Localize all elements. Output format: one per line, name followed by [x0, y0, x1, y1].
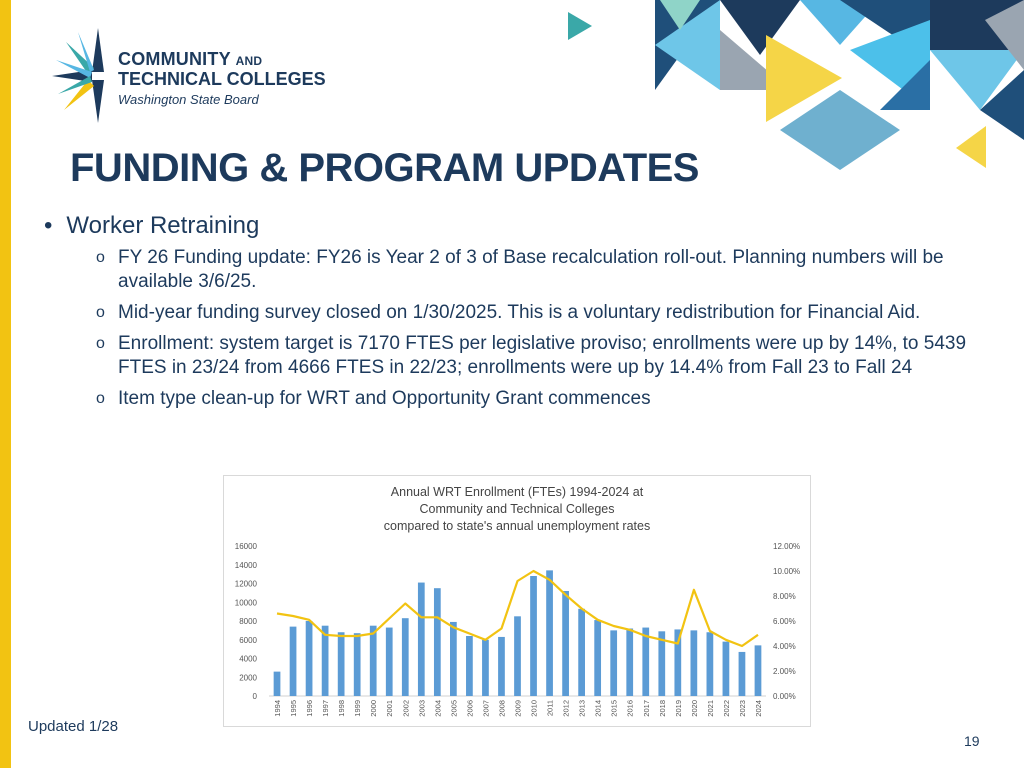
left-axis-tick: 4000 — [239, 654, 257, 664]
right-axis-tick: 6.00% — [773, 617, 796, 626]
logo-line2: TECHNICAL COLLEGES — [118, 69, 326, 89]
bar-enrollment — [674, 629, 681, 696]
x-axis-tick: 1996 — [305, 700, 315, 717]
bar-enrollment — [498, 637, 505, 696]
bar-enrollment — [434, 588, 441, 696]
page-number: 19 — [964, 733, 980, 749]
bar-enrollment — [418, 583, 425, 696]
right-axis-tick: 8.00% — [773, 592, 796, 601]
x-axis-tick: 2002 — [401, 700, 411, 717]
x-axis-tick: 1995 — [289, 700, 299, 717]
bar-enrollment — [562, 591, 569, 696]
logo-starburst-icon — [48, 28, 118, 123]
bar-enrollment — [514, 616, 521, 696]
bar-enrollment — [450, 622, 457, 696]
left-axis-tick: 10000 — [234, 598, 257, 608]
chart-title-line: compared to state's annual unemployment rates — [383, 519, 651, 533]
x-axis-tick: 2010 — [529, 700, 539, 717]
bar-enrollment — [306, 621, 313, 696]
left-axis-tick: 8000 — [239, 617, 257, 626]
x-axis-tick: 2018 — [657, 700, 667, 717]
x-axis-tick: 2006 — [465, 700, 475, 717]
x-axis-tick: 2020 — [689, 700, 699, 717]
circle-bullet-icon: o — [96, 249, 105, 266]
bullet-worker-retraining — [44, 212, 1014, 240]
circle-bullet-icon: o — [96, 390, 105, 407]
logo-line3: Washington State Board — [118, 92, 259, 107]
bar-enrollment — [610, 630, 617, 696]
bar-enrollment — [466, 636, 473, 696]
x-axis-tick: 2001 — [385, 700, 395, 717]
logo-line1-small: AND — [235, 54, 263, 68]
bullet-label: Worker Retraining — [66, 212, 260, 239]
bar-enrollment — [530, 576, 537, 696]
list-item — [96, 387, 1014, 411]
x-axis-tick: 2009 — [513, 700, 523, 717]
bar-enrollment — [707, 632, 714, 696]
list-item — [96, 301, 1014, 325]
x-axis-tick: 2007 — [481, 700, 491, 717]
x-axis-tick: 2024 — [753, 700, 763, 717]
chart-title-line: Community and Technical Colleges — [419, 502, 615, 516]
deco-triangle — [956, 126, 986, 168]
x-axis-tick: 2017 — [641, 700, 651, 717]
bar-enrollment — [370, 626, 377, 696]
x-axis-tick: 2014 — [593, 700, 603, 717]
content — [44, 212, 1014, 418]
chart-title-line: Annual WRT Enrollment (FTEs) 1994-2024 at — [390, 485, 644, 499]
right-axis-tick: 0.00% — [773, 692, 796, 701]
bullet-dot: • — [44, 212, 53, 239]
right-axis-tick: 2.00% — [773, 667, 796, 676]
bar-enrollment — [482, 640, 489, 696]
right-axis-tick: 4.00% — [773, 642, 796, 651]
x-axis-tick: 2011 — [545, 700, 555, 717]
left-axis-tick: 14000 — [234, 560, 257, 570]
deco-triangle — [568, 12, 592, 40]
x-axis-tick: 2003 — [417, 700, 427, 717]
bar-enrollment — [338, 632, 345, 696]
bar-enrollment — [354, 633, 361, 696]
updated-note: Updated 1/28 — [28, 718, 119, 735]
bar-enrollment — [402, 618, 409, 696]
x-axis-tick: 2022 — [721, 700, 731, 717]
bar-enrollment — [755, 645, 762, 696]
bar-enrollment — [690, 630, 697, 696]
logo-line1: COMMUNITY — [118, 49, 231, 69]
bar-enrollment — [594, 620, 601, 696]
bar-enrollment — [739, 652, 746, 696]
page-title: FUNDING & PROGRAM UPDATES — [70, 146, 699, 190]
list-item-text: FY 26 Funding update: FY26 is Year 2 of 3 of Base recalculation roll-out. Planning numbers will be available 3/6/25. — [118, 247, 944, 292]
list-item-text: Mid-year funding survey closed on 1/30/2025. This is a voluntary redistribution for Financial Aid. — [118, 302, 921, 323]
left-axis-tick: 0 — [252, 692, 257, 701]
bar-enrollment — [626, 629, 633, 697]
left-axis-tick: 12000 — [234, 579, 257, 589]
x-axis-tick: 1997 — [321, 700, 331, 717]
bar-enrollment — [723, 642, 730, 696]
left-axis-tick: 6000 — [239, 635, 257, 645]
bar-enrollment — [578, 609, 585, 696]
x-axis-tick: 2004 — [433, 700, 443, 717]
left-axis-tick: 2000 — [239, 673, 257, 683]
x-axis-tick: 1998 — [337, 700, 347, 717]
circle-bullet-icon: o — [96, 335, 105, 352]
logo — [48, 28, 348, 123]
x-axis-tick: 2023 — [737, 700, 747, 717]
bar-enrollment — [290, 627, 297, 696]
bar-enrollment — [386, 628, 393, 696]
bar-enrollment — [274, 672, 281, 696]
bar-enrollment — [642, 628, 649, 696]
circle-bullet-icon: o — [96, 304, 105, 321]
x-axis-tick: 2005 — [449, 700, 459, 717]
left-axis-tick: 16000 — [234, 542, 257, 551]
list-item — [96, 246, 1014, 294]
x-axis-tick: 2015 — [609, 700, 619, 717]
enrollment-chart — [223, 475, 811, 727]
list-item — [96, 332, 1014, 380]
x-axis-tick: 2016 — [625, 700, 635, 717]
list-item-text: Item type clean-up for WRT and Opportunity Grant commences — [118, 388, 651, 409]
list-item-text: Enrollment: system target is 7170 FTES per legislative proviso; enrollments were up by 14%, to 5439 FTES in 23/24 from 4666 FTES in 22/23; enrollments were up by 14.4% from Fall 23 to Fall 24 — [118, 333, 967, 378]
right-axis-tick: 12.00% — [773, 542, 801, 551]
right-axis-tick: 10.00% — [773, 567, 801, 576]
x-axis-tick: 2013 — [577, 700, 587, 717]
bar-enrollment — [322, 626, 329, 696]
x-axis-tick: 2021 — [705, 700, 715, 717]
x-axis-tick: 1994 — [273, 700, 283, 717]
x-axis-tick: 2008 — [497, 700, 507, 717]
x-axis-tick: 2012 — [561, 700, 571, 717]
sub-list — [96, 246, 1014, 411]
x-axis-tick: 2019 — [673, 700, 683, 717]
x-axis-tick: 1999 — [353, 700, 363, 717]
x-axis-tick: 2000 — [369, 700, 379, 717]
bar-enrollment — [546, 570, 553, 696]
